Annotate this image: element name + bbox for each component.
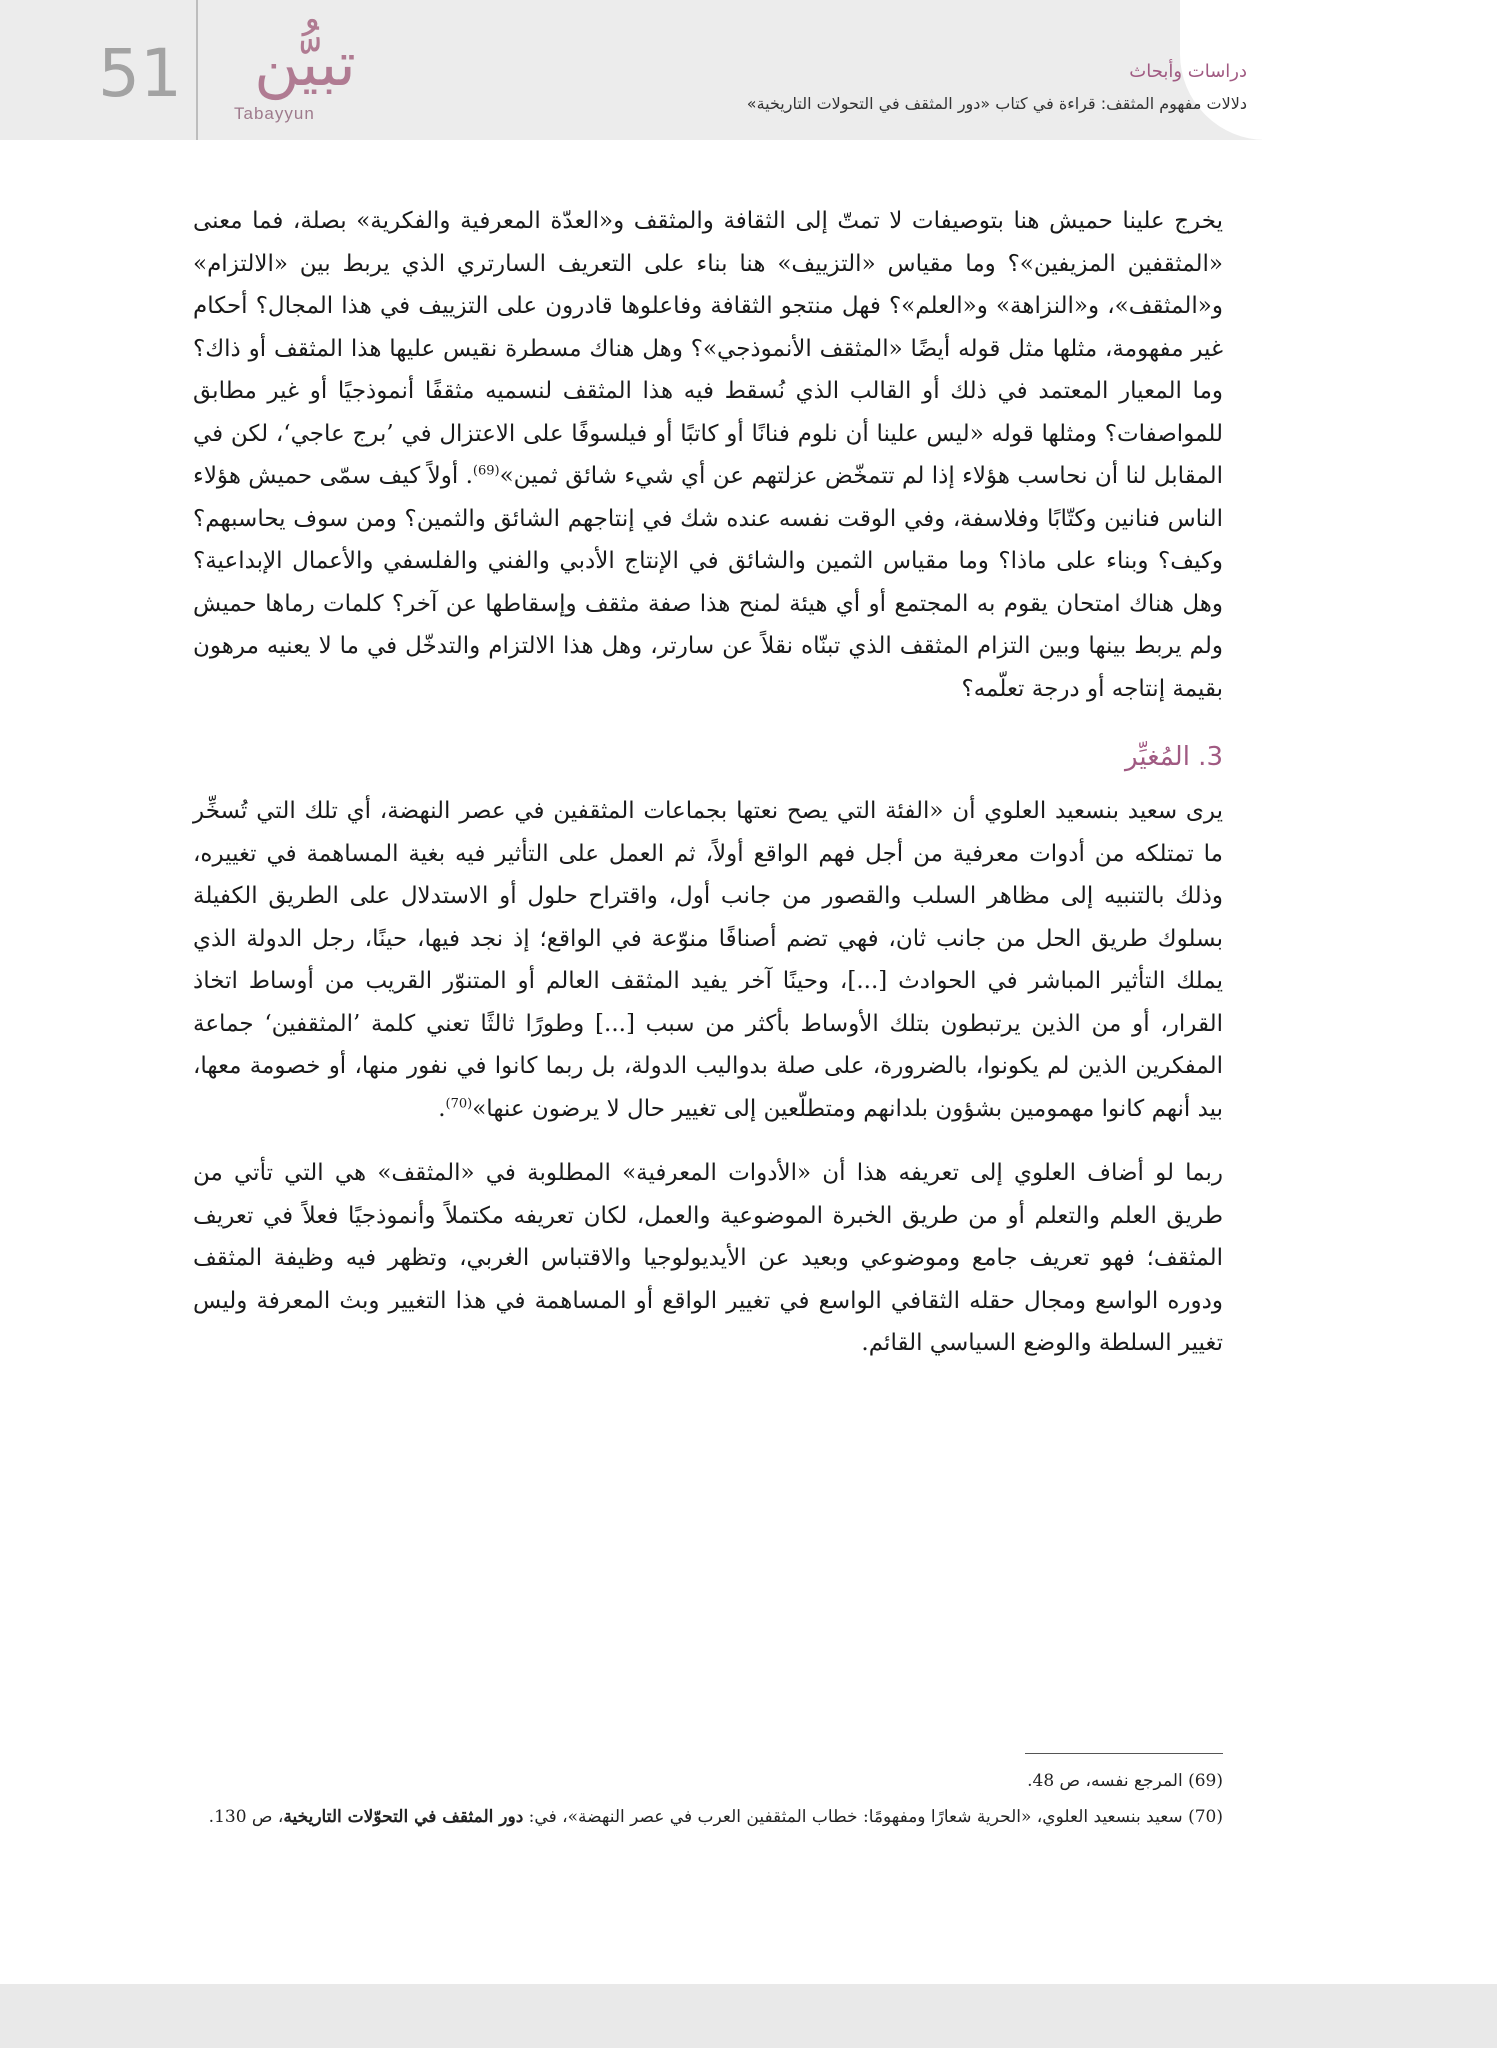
footnote-ref-70[interactable]: (70) [445, 1095, 473, 1111]
footnote-70-page: ، ص 130. [208, 1807, 284, 1827]
paragraph-1-text: يخرج علينا حميش هنا بتوصيفات لا تمتّ إلى الثقافة والمثقف و«العدّة المعرفية والفكرية» بصلة، فما معنى «المثقفين المزيفين»؟ وما مقياس «التزييف» هنا بناء على التعريف السارتري الذي يربط بين «الالتزام» و«المثقف»، و«النزاهة» و«العلم»؟ فهل منتجو الثقافة وفاعلوها قادرون على التزييف في هذا المجال؟ أحكام غير مفهومة، مثلها مثل قوله أيضًا «المثقف الأنموذجي»؟ وهل هناك مسطرة نقيس عليها هذا المثقف أو ذاك؟ وما المعيار المعتمد في ذلك أو القالب الذي نُسقط فيه هذا المثقف لنسميه مثقفًا أنموذجيًا أو غير مطابق للمواصفات؟ ومثلها قوله «ليس علينا أن نلوم فنانًا أو كاتبًا أو فيلسوفًا على الاعتزال في ’برج عاجي‘، لكن في المقابل لنا أن نحاسب هؤلاء إذا لم تتمخّض عزلتهم عن أي شيء شائق ثمين» [193, 208, 1224, 489]
footer-strip [0, 1984, 1497, 2048]
logo-latin-wordmark: Tabayyun [234, 104, 315, 123]
header-divider [196, 0, 198, 140]
footnote-ref-69[interactable]: (69) [472, 463, 500, 479]
article-body [193, 200, 1223, 1365]
paragraph-2 [193, 790, 1223, 1130]
footnote-70 [193, 1800, 1223, 1834]
paragraph-1 [193, 200, 1223, 710]
paragraph-2-text: يرى سعيد بنسعيد العلوي أن «الفئة التي يصح نعتها بجماعات المثقفين في عصر النهضة، أي تلك التي تُسخِّر ما تمتلكه من أدوات معرفية من أجل فهم الواقع أولاً، ثم العمل على التأثير فيه بغية المساهمة في تغييره، وذلك بالتنبيه إلى مظاهر السلب والقصور من جانب أول، واقتراح حلول أو الاستدلال على الطريق الكفيلة بسلوك طريق الحل من جانب ثان، فهي تضم أصنافًا منوّعة في الواقع؛ إذ نجد فيها، حينًا، رجل الدولة الذي يملك التأثير المباشر في الحوادث [...]، وحينًا آخر يفيد المثقف العالم أو المتنوّر القريب من أوساط اتخاذ القرار، أو من الذين يرتبطون بتلك الأوساط بأكثر من سبب [...] وطورًا ثالثًا تعني كلمة ’المثقفين‘ جماعة المفكرين الذين لم يكونوا، بالضرورة، على صلة بدواليب الدولة، بل ربما كانوا في نفور منها، أو خصومة معها، بيد أنهم كانوا مهمومين بشؤون بلدانهم ومتطلّعين إلى تغيير حال لا يرضون عنها» [193, 798, 1223, 1122]
page-number: 51 [98, 35, 182, 112]
footnote-70-book-title: دور المثقف في التحوّلات التاريخية [283, 1807, 524, 1827]
paragraph-2-tail: . [438, 1095, 446, 1122]
footnotes [193, 1762, 1223, 1836]
footnote-70-citation: (70) سعيد بنسعيد العلوي، «الحرية شعارًا ومفهومًا: خطاب المثقفين العرب في عصر النهضة»، في: [523, 1807, 1223, 1827]
running-title: دلالات مفهوم المثقف: قراءة في كتاب «دور المثقف في التحولات التاريخية» [746, 94, 1247, 113]
logo-arabic-wordmark: تبيُّن [254, 27, 356, 100]
section-heading: 3. المُغيِّر [1125, 742, 1223, 772]
footnote-separator [1025, 1753, 1223, 1754]
journal-logo [210, 22, 400, 134]
paragraph-3: ربما لو أضاف العلوي إلى تعريفه هذا أن «الأدوات المعرفية» المطلوبة في «المثقف» هي التي تأتي من طريق العلم والتعلم أو من طريق الخبرة الموضوعية والعمل، لكان تعريفه مكتملاً وأنموذجيًا فعلاً في تعريف المثقف؛ فهو تعريف جامع وموضوعي وبعيد عن الأيديولوجيا والاقتباس الغربي، وتظهر فيه وظيفة المثقف ودوره الواسع ومجال حقله الثقافي الواسع في تغيير الواقع أو المساهمة في هذا التغيير وبث المعرفة وليس تغيير السلطة والوضع السياسي القائم. [193, 1160, 1223, 1356]
paragraph-1-tail: . أولاً كيف سمّى حميش هؤلاء الناس فنانين وكتّابًا وفلاسفة، وفي الوقت نفسه عنده شك في إنتاجهم الشائق والثمين؟ ومن سوف يحاسبهم؟ وكيف؟ وبناء على ماذا؟ وما مقياس الثمين والشائق في الإنتاج الأدبي والفني والفلسفي والأعمال الإبداعية؟ وهل هناك امتحان يقوم به المجتمع أو أي هيئة لمنح هذا صفة مثقف وإسقاطها عن آخر؟ كلمات رماها حميش ولم يربط بينها وبين التزام المثقف الذي تبنّاه نقلاً عن سارتر، وهل هذا الالتزام والتدخّل في ما لا يعنيه مرهون بقيمة إنتاجه أو درجة تعلّمه؟ [193, 463, 1223, 702]
section-label: دراسات وأبحاث [1129, 61, 1247, 82]
footnote-69: (69) المرجع نفسه، ص 48. [1027, 1771, 1223, 1791]
